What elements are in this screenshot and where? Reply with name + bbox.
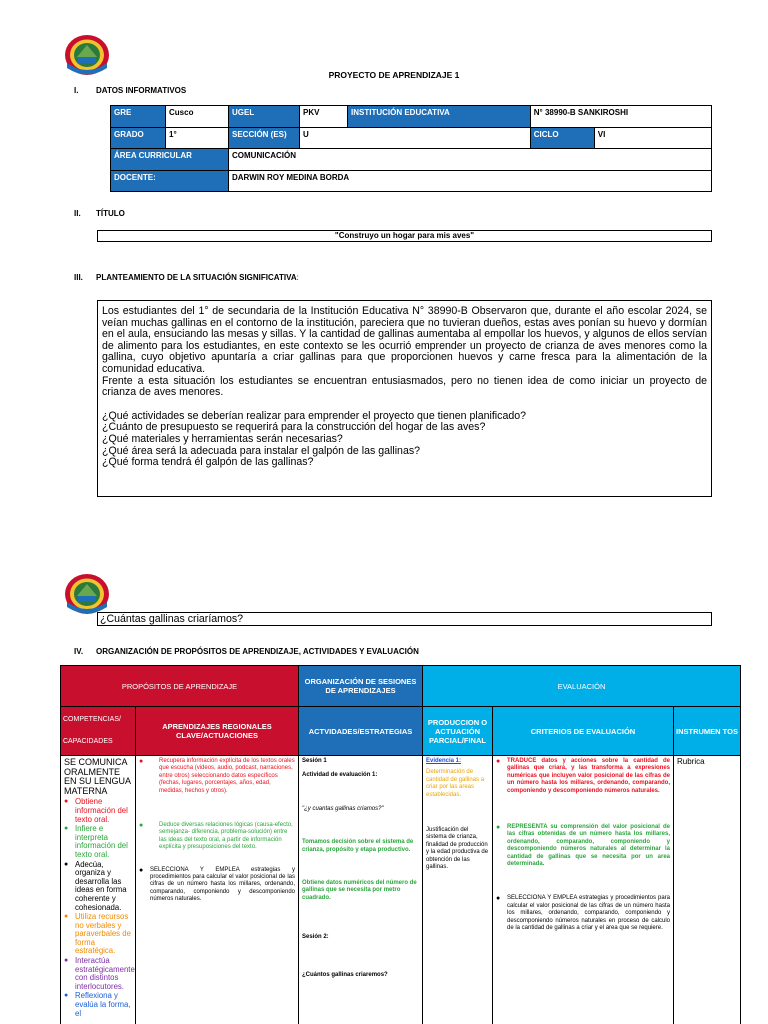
seccion-label: SECCIÓN (ES) — [229, 127, 300, 149]
section-4-heading — [74, 647, 419, 656]
aprendizaje-item: ● SELECCIONA Y EMPLEA estrategias y procedimientos para calcular el valor posicional de las cifras de un número hasta los millares, ordenando, comparando, componiendo y descomponiendo números naturales. — [139, 867, 295, 904]
section-3-heading: III. PLANTEAMIENTO DE LA SITUACIÓN SIGNIFICATIVA: — [74, 273, 299, 282]
section-4-number: IV. — [74, 647, 84, 656]
header-organizacion: ORGANIZACIÓN DE SESIONES DE APRENDIZAJES — [299, 666, 423, 707]
ugel-value: PKV — [300, 106, 348, 128]
area-label: ÁREA CURRICULAR — [111, 149, 229, 171]
datos-row-4 — [111, 170, 712, 192]
header-competencias — [61, 707, 136, 756]
docente-value: DARWIN ROY MEDINA BORDA — [229, 170, 712, 192]
actividad-1-label: Actividad de evaluación 1: — [302, 772, 378, 779]
sesion-2-label: Sesión 2: — [302, 934, 329, 941]
actividades-cell — [299, 756, 423, 1024]
sesion-1-label: Sesión 1 — [302, 758, 327, 764]
table-header-row-2 — [61, 707, 741, 756]
ciclo-value: VI — [594, 127, 711, 149]
propositos-table — [60, 665, 741, 1024]
datos-table — [110, 105, 712, 192]
aprendizaje-item: ● Deduce diversas relaciones lógicas (causa-efecto, semejanza- diferencia, problema-solución) entre las ideas del texto oral, a partir de información explícita y presuposiciones del texto. — [139, 822, 295, 852]
header-produccion: PRODUCCION O ACTUACIÓN PARCIAL/FINAL — [423, 707, 493, 756]
grado-value: 1° — [166, 127, 229, 149]
extra-question: ¿Cuántas gallinas criaríamos? — [97, 612, 712, 626]
estrategia-1: Tomamos decisión sobre el sistema de crianza, propósito y etapa productivo. — [302, 839, 414, 853]
estrategia-2: Obtiene datos numéricos del número de gallinas que se necesita por metro cuadrado. — [302, 880, 417, 901]
ie-label: INSTITUCIÓN EDUCATIVA — [348, 106, 531, 128]
grado-label: GRADO — [111, 127, 166, 149]
competencias-cell — [61, 756, 136, 1024]
criterio-item: ● SELECCIONA Y EMPLEA estrategias y procedimientos para calcular el valor posicional de las cifras de un número hasta los millares, ordenando, comparando, componiendo y descomponiendo números naturales en proceso de calculo de la cantidad de gallinas a criar y el area que se requiere. — [496, 895, 670, 932]
gre-label: GRE — [111, 106, 166, 128]
table-body-row — [61, 756, 741, 1024]
aprendizaje-item: ● Recupera información explícita de los textos orales que escucha (videos, audio, podcast, narraciones, entre otros) seleccionando datos específicos (fechas, lugares, porcentajes, años, edad, medidas, hechos y otros). — [139, 758, 295, 795]
section-4-label: ORGANIZACIÓN DE PROPÓSITOS DE APRENDIZAJE, ACTIVIDADES Y EVALUACIÓN — [96, 647, 419, 656]
seccion-spacer — [410, 127, 530, 149]
pregunta-2: ¿Cuántos gallinas criaremos? — [302, 971, 388, 978]
situacion-box — [97, 300, 712, 497]
docente-label: DOCENTE: — [111, 170, 229, 192]
datos-row-3 — [111, 149, 712, 171]
question-2: ¿Cuánto de presupuesto se requerirá para la construcción del hogar de las aves? — [102, 421, 486, 434]
competencia-title: SE COMUNICA ORALMENTE EN SU LENGUA MATERNA — [64, 757, 131, 796]
datos-row-1 — [111, 106, 712, 128]
capacidad-item: ● Obtiene información del texto oral. — [64, 798, 132, 824]
project-title: PROYECTO DE APRENDIZAJE 1 — [328, 70, 460, 80]
produccion-1: Determinación de cantidad de gallinas a criar por las areas establecidas. — [426, 769, 485, 798]
header-criterios: CRITERIOS DE EVALUACIÓN — [493, 707, 674, 756]
question-3: ¿Qué materiales y herramientas serán necesarias? — [102, 432, 343, 445]
produccion-cell — [423, 756, 493, 1024]
section-2-heading — [74, 209, 125, 218]
ciclo-label: CICLO — [530, 127, 594, 149]
question-1: ¿Qué actividades se deberían realizar para emprender el proyecto que tienen planificado? — [102, 409, 527, 422]
situacion-paragraph-2: Frente a esta situación los estudiantes se encuentran entusiasmados, pero no tienen idea de como iniciar un proyecto de crianza de aves menores. — [102, 374, 707, 399]
pregunta-1: "¿y cuantas gallinas criamos?" — [302, 805, 384, 812]
criterios-cell — [493, 756, 674, 1024]
question-5: ¿Qué forma tendrá él galpón de las gallinas? — [102, 456, 314, 469]
section-2-number: II. — [74, 209, 81, 218]
header-instrumentos: INSTRUMEN TOS — [674, 707, 741, 756]
produccion-2: Justificación del sistema de crianza, finalidad de producción y la edad productiva de obtención de las gallinas. — [426, 827, 489, 871]
section-1-heading — [74, 86, 186, 95]
criterio-item: ● TRADUCE datos y acciones sobre la cantidad de gallinas que criará, y las transforma a expresiones numéricas que incluyen valor posicional de las cifras de un número hasta los millares, ordenando, comparando, componiendo y descomponiendo números naturales. — [496, 758, 670, 795]
criterio-item: ● REPRESENTA su comprensión del valor posicional de las cifras obtenidas de un número hasta los millares, ordenando, comparando, componiendo y descomponiendo números naturales al determinar la cantidad de gallinas que se necesita por un area determinada. — [496, 824, 670, 868]
titulo-value: "Construyo un hogar para mis aves" — [97, 230, 712, 242]
header-competencias-text: COMPETENCIAS/ — [63, 716, 121, 723]
header-actividades: ACTVIDADES/ESTRATEGIAS — [299, 707, 423, 756]
evidencia-link[interactable]: Evidencia 1: — [426, 758, 462, 764]
instrumentos-cell: Rubrica — [674, 756, 741, 1024]
capacidad-item: ● Utiliza recursos no verbales y paraverbales de forma estratégica. — [64, 913, 132, 956]
section-3-number: III. — [74, 273, 83, 282]
section-1-label: DATOS INFORMATIVOS — [96, 86, 187, 95]
aprendizajes-cell — [136, 756, 299, 1024]
gre-value: Cusco — [166, 106, 229, 128]
header-propositos: PROPÓSITOS DE APRENDIZAJE — [61, 666, 299, 707]
question-4: ¿Qué área será la adecuada para instalar el galpón de las gallinas? — [102, 444, 421, 457]
school-seal-icon-2 — [63, 572, 111, 616]
header-evaluacion: EVALUACIÓN — [423, 666, 741, 707]
area-value: COMUNICACIÓN — [229, 149, 712, 171]
section-2-label: TÍTULO — [96, 209, 125, 218]
datos-row-2 — [111, 127, 712, 149]
section-3-label: PLANTEAMIENTO DE LA SITUACIÓN SIGNIFICATIVA — [96, 273, 297, 282]
capacidad-item: ● Infiere e interpreta información del texto oral. — [64, 825, 132, 859]
ie-value: N° 38990-B SANKIROSHI — [530, 106, 711, 128]
capacidades-list — [64, 797, 135, 1018]
situacion-paragraph-1: Los estudiantes del 1° de secundaria de la Institución Educativa N° 38990-B Observaron que, durante el año escolar 2024, se veían muchas gallinas en el contorno de la institución, pareciera que no tuvieran dueños, estas aves ponían su huevo y dormían en el aula, ensuciando las mesas y sillas. Y la cantidad de gallinas aumentaba al empollar los huevos, y algunos de ellos servían de alimento para los estudiantes, en este contexto se les ocurrió emprender un proyecto de crianza de aves menores como la gallina, cuyo objetivo apuntaría a criar gallinas para que proporcionen huevos y carne fresca para la alimentación de la comunidad educativa. — [102, 305, 707, 375]
capacidad-item: ● Reflexiona y evalúa la forma, el — [64, 992, 132, 1018]
capacidad-item: ● Interactúa estratégicamente con distintos interlocutores. — [64, 957, 132, 991]
capacidad-item: ● Adecúa, organiza y desarrolla las ideas en forma coherente y cohesionada. — [64, 861, 132, 913]
seccion-value: U — [300, 127, 411, 149]
header-capacidades-text: CAPACIDADES — [63, 738, 113, 745]
header-aprendizajes: APRENDIZAJES REGIONALES CLAVE/ACTUACIONES — [136, 707, 299, 756]
table-header-row-1 — [61, 666, 741, 707]
ugel-label: UGEL — [229, 106, 300, 128]
section-1-number: I. — [74, 86, 79, 95]
